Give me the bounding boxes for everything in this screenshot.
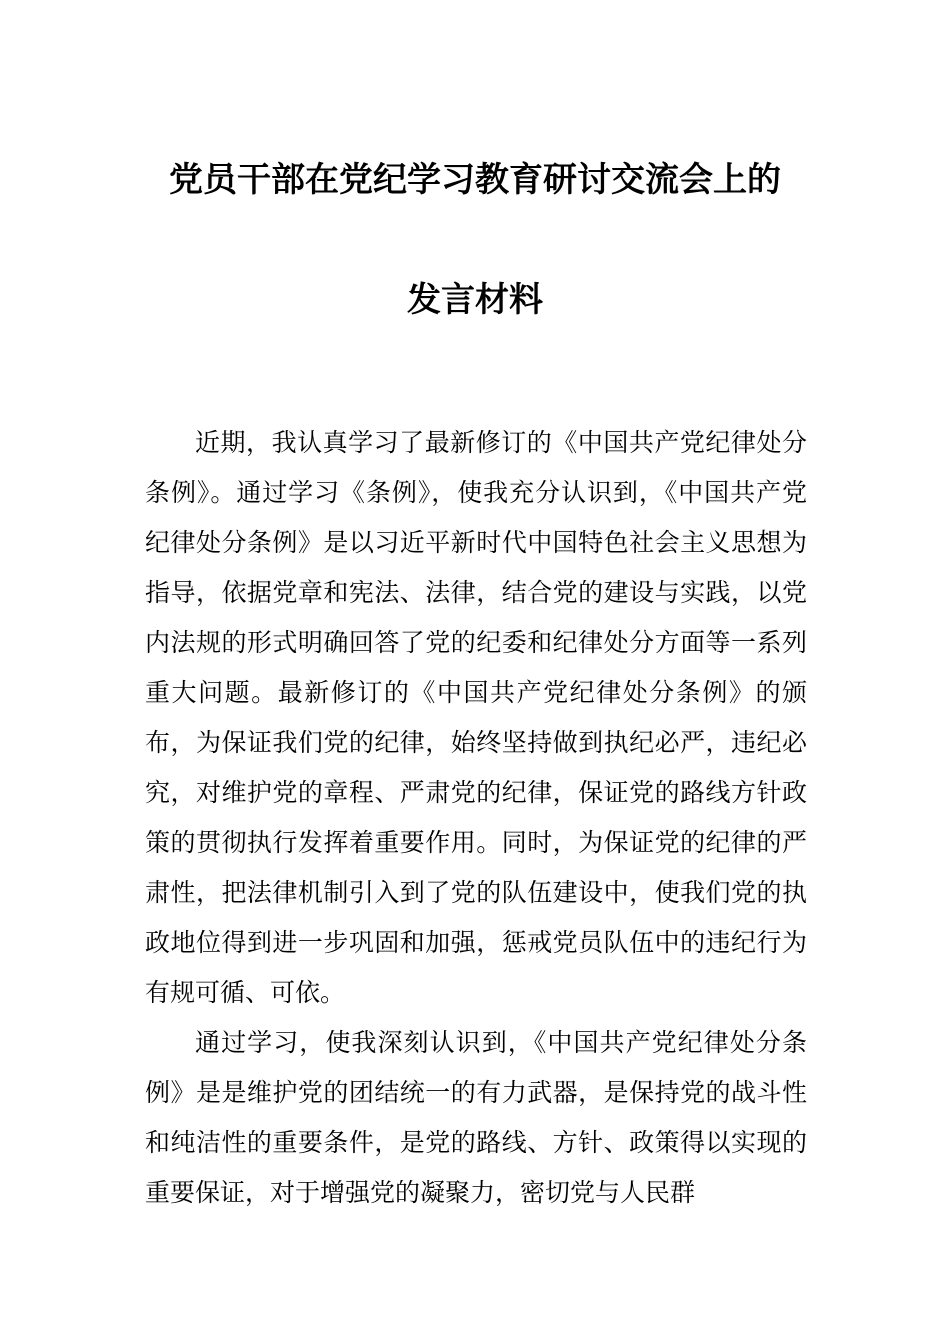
paragraph-1: 近期，我认真学习了最新修订的《中国共产党纪律处分条例》。通过学习《条例》，使我充分认识到，《中国共产党纪律处分条例》是以习近平新时代中国特色社会主义思想为指导，依据党章和宪法、法律，结合党的建设与实践，以党内法规的形式明确回答了党的纪委和纪律处分方面等一系列重大问题。最新修订的《中国共产党纪律处分条例》的颁布，为保证我们党的纪律，始终坚持做到执纪必严，违纪必究，对维护党的章程、严肃党的纪律，保证党的路线方针政策的贯彻执行发挥着重要作用。同时，为保证党的纪律的严肃性，把法律机制引入到了党的队伍建设中，使我们党的执政地位得到进一步巩固和加强，惩戒党员队伍中的违纪行为有规可循、可依。: [145, 428, 807, 1007]
document-body: [145, 418, 807, 1218]
document-title-line-2: 发言材料: [407, 280, 543, 320]
paragraph-2: 通过学习，使我深刻认识到，《中国共产党纪律处分条例》是是维护党的团结统一的有力武器，是保持党的战斗性和纯洁性的重要条件，是党的路线、方针、政策得以实现的重要保证，对于增强党的凝聚力，密切党与人民群: [145, 1028, 807, 1207]
document-title-line-1: 党员干部在党纪学习教育研讨交流会上的: [169, 160, 781, 200]
